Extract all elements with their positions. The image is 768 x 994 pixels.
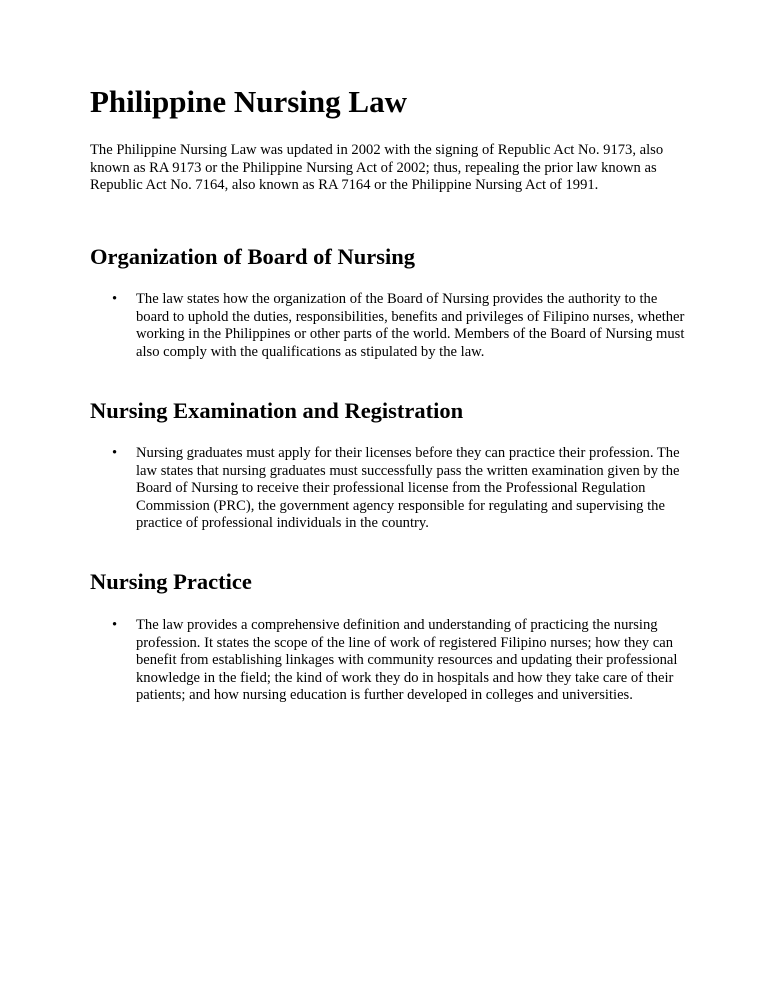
- section-list-board-of-nursing: [90, 291, 690, 361]
- bullet-icon: •: [112, 291, 118, 307]
- list-item: [90, 445, 690, 533]
- page-title: Philippine Nursing Law: [90, 84, 407, 119]
- list-item-text: Nursing graduates must apply for their licenses before they can practice their profession. The law states that nursing graduates must successfully pass the written examination given by the Board of Nursing to receive their professional license from the Professional Regulation Commission (PRC), the government agency responsible for regulating and supervising the practice of professional individuals in the country.: [136, 445, 680, 532]
- section-heading-board-of-nursing: Organization of Board of Nursing: [90, 244, 416, 269]
- list-item-text: The law states how the organization of the Board of Nursing provides the authority to the board to uphold the duties, responsibilities, benefits and privileges of Filipino nurses, whether working in the Philippines or other parts of the world. Members of the Board of Nursing must also comply with the qualifications as stipulated by the law.: [136, 291, 685, 360]
- section-heading-nursing-practice: Nursing Practice: [90, 569, 252, 594]
- list-item-text: The law provides a comprehensive definition and understanding of practicing the nursing profession. It states the scope of the line of work of registered Filipino nurses; how they can benefit from establishing linkages with community resources and updating their professional knowledge in the field; the kind of work they do in hospitals and how they take care of their patients; and how nursing education is further developed in colleges and universities.: [136, 617, 678, 704]
- list-item: [90, 291, 690, 361]
- bullet-icon: •: [112, 445, 118, 461]
- section-list-examination-registration: [90, 445, 690, 533]
- section-heading-examination-registration: Nursing Examination and Registration: [90, 398, 464, 423]
- bullet-icon: •: [112, 617, 118, 633]
- list-item: [90, 617, 690, 705]
- intro-paragraph: The Philippine Nursing Law was updated in 2002 with the signing of Republic Act No. 9173, also known as RA 9173 or the Philippine Nursing Act of 2002; thus, repealing the prior law known as Republic Act No. 7164, also known as RA 7164 or the Philippine Nursing Act of 1991.: [90, 142, 664, 194]
- section-list-nursing-practice: [90, 617, 690, 705]
